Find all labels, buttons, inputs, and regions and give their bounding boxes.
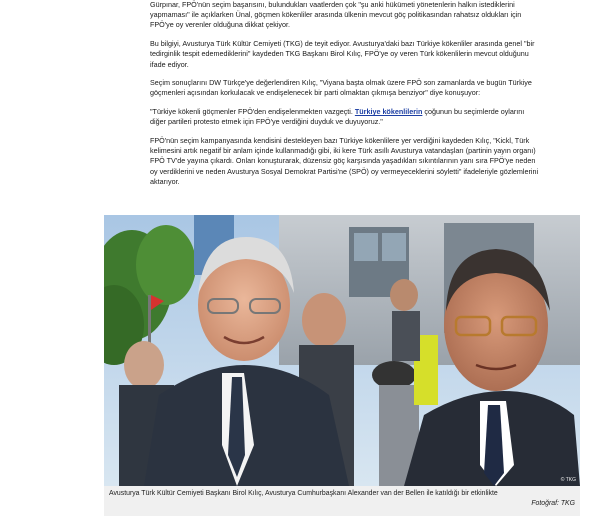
- quote-text-end: çoğunun bu seçimlerde oylarını diğer partileri protesto etmek için FPÖ'ye verdiğini duyduk ve duyuyoruz.": [150, 107, 525, 127]
- article-paragraph-5: FPÖ'nün seçim kampanyasında kendisini destekleyen bazı Türkiye kökenlilere yer verdiğini kaydeden Kılıç, "Kickl, Türk kelimesini artık negatif bir anlam içinde kullanmadığı gibi, iki kere Türk asıllı Avusturya vatandaşları (partinin yayın organı) FPÖ TV'de yayına çıkardı. Onları konuşturarak, düzensiz göç karşısında yaşadıkları sıkıntılarının yanı sıra FPÖ'ye neden oy verdiklerini ve neden Avusturya Sosyal Demokrat Partisi'ne (SPÖ) oy vermeyeceklerini söyletti" ifadeleriyle gözlemlerini aktarıyor.: [150, 136, 539, 186]
- article-paragraph-3: Seçim sonuçlarını DW Türkçe'ye değerlendiren Kılıç, "Viyana başta olmak üzere FPÖ son zamanlarda ve bugün Türkiye göçmenleri açısından korkulacak ve endişelenecek bir parti olmaktan çıkmışa benziyor" diye konuşuyor:: [150, 78, 532, 98]
- quote-text-start: "Türkiye kökenli göçmenler FPÖ'den endişelenmekten vazgeçti.: [150, 107, 355, 117]
- article-quote: [150, 107, 540, 127]
- caption-text: Avusturya Türk Kültür Cemiyeti Başkanı Birol Kılıç, Avusturya Cumhurbaşkanı Alexander van der Bellen ile katıldığı bir etkinlikte: [109, 490, 498, 497]
- article-paragraph-2: Bu bilgiyi, Avusturya Türk Kültür Cemiyeti (TKG) de teyit ediyor. Avusturya'daki bazı Türkiye kökenliler arasında genel "bir tedirginlik tespit edemediklerini" kaydeden TKG Başkanı Birol Kılıç, FPÖ'ye oy veren Türk kökenlilerin mevcut olduğunu ifade ediyor.: [150, 39, 535, 69]
- article-photo[interactable]: [104, 215, 580, 486]
- photo-watermark: © TKG: [560, 477, 576, 483]
- photo-caption: [104, 486, 580, 516]
- photo-credit: Fotoğraf: TKG: [531, 499, 575, 507]
- link-turkiye-kokenliler[interactable]: Türkiye kökenlilerin: [354, 107, 423, 117]
- article-paragraph-1: Gürpınar, FPÖ'nün seçim başarısını, bulundukları vaatlerden çok "şu anki hükümeti yönetenlerin halkın istediklerini yapmaması" ile açıklarken Ünal, göçmen kökenliler arasında ülkenin mevcut göç politikasından rahatsız oldukları için FPÖ'ye oy verenler olduğuna dikkat çekiyor.: [150, 0, 522, 30]
- article-figure: [104, 215, 580, 516]
- article-body: [150, 0, 540, 196]
- photo-illustration: [104, 215, 580, 486]
